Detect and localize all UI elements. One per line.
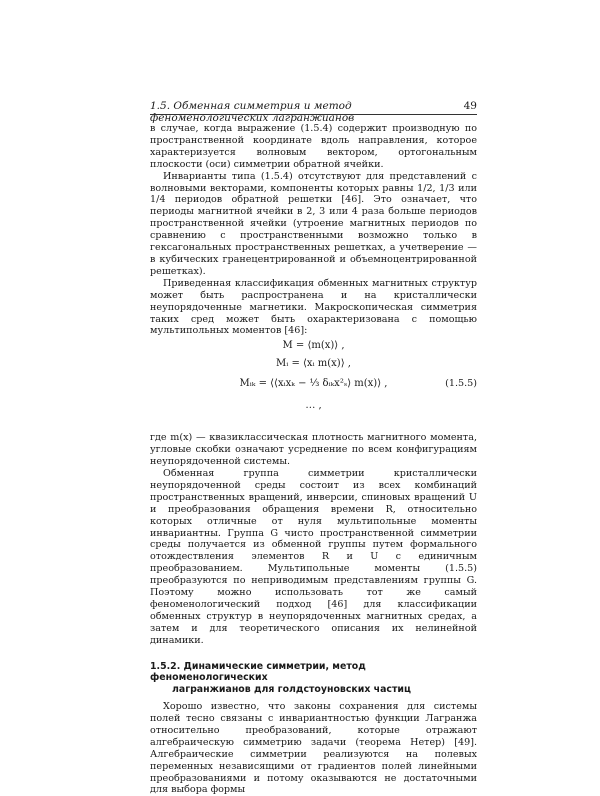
equation-line-2: Mᵢ = ⟨xᵢ m(x)⟩ ,	[276, 358, 351, 370]
paragraph-2: Инварианты типа (1.5.4) отсутствуют для представлений с волновыми векторами, компоненты которых равны 1/2, 1/3 или 1/4 периодов обратной решетки [46]. Это означает, что периоды магнитной ячейки в 2, 3 или 4 раза больше периодов пространственной ячейки (утроение магнитных периодов по сравнению с пространственными возможно только в гексагональных пространственных решетках, а учетверение — в кубических гранецентрированной и объемноцентрированной решетках).	[150, 170, 477, 277]
running-header	[150, 100, 477, 124]
section-number: 1.5.2.	[150, 660, 181, 672]
body-text	[150, 123, 477, 796]
equation-number: (1.5.5)	[445, 378, 477, 390]
paragraph-5: Обменная группа симметрии кристаллически неупорядоченной среды состоит из всех комбинаций пространственных вращений, инверсии, спиновых вращений U и преобразования обращения времени R, относительно которых отличные от нуля мультипольные моменты инвариантны. Группа G чисто пространственной симметрии среды получается из обменной группы путем формального отождествления элементов R и U с единичным преобразованием. Мультипольные моменты (1.5.5) преобразуются по неприводимым представлениям группы G. Поэтому можно использовать тот же самый феноменологический подход [46] для классификации обменных структур в неупорядоченных магнитных средах, а затем и для теоретического описания их нелинейной динамики.	[150, 468, 477, 646]
equation-line-3: Mᵢₖ = ⟨⟨xᵢxₖ − ⅓ δᵢₖx²ₛ⟩ m(x)⟩ ,	[239, 378, 388, 390]
equation-line-4: … ,	[305, 400, 322, 412]
section-heading	[150, 661, 477, 696]
page-number: 49	[463, 100, 477, 112]
section-title-line-2: лагранжианов для голдстоуновских частиц	[172, 683, 411, 695]
paragraph-1: в случае, когда выражение (1.5.4) содержит производную по пространственной координате вдоль направления, которое характеризуется волновым вектором, ортогональным плоскости (оси) симметрии обратной ячейки.	[150, 123, 477, 170]
equation-block	[150, 338, 477, 430]
equation-line-1: M = ⟨m(x)⟩ ,	[282, 340, 345, 352]
header-rule	[150, 114, 477, 115]
paragraph-4: где m(x) — квазиклассическая плотность магнитного момента, угловые скобки означают усреднение по всем конфигурациям неупорядоченной системы.	[150, 432, 477, 468]
paragraph-3: Приведенная классификация обменных магнитных структур может быть распространена и на кристаллически неупорядоченные магнетики. Макроскопическая симметрия таких сред может быть охарактеризована с помощью мультипольных моментов [46]:	[150, 277, 477, 337]
section-title-line-1: Динамические симметрии, метод феноменологических	[150, 660, 366, 684]
running-title: 1.5. Обменная симметрия и метод феноменологических лагранжианов	[150, 100, 355, 124]
paragraph-6: Хорошо известно, что законы сохранения для системы полей тесно связаны с инвариантностью функции Лагранжа относительно преобразований, которые отражают алгебраическую симметрию задачи (теорема Нетер) [49]. Алгебраические симметрии реализуются на полевых переменных независящими от градиентов полей линейными преобразованиями и потому оказываются не достаточными для выбора формы	[150, 701, 477, 796]
